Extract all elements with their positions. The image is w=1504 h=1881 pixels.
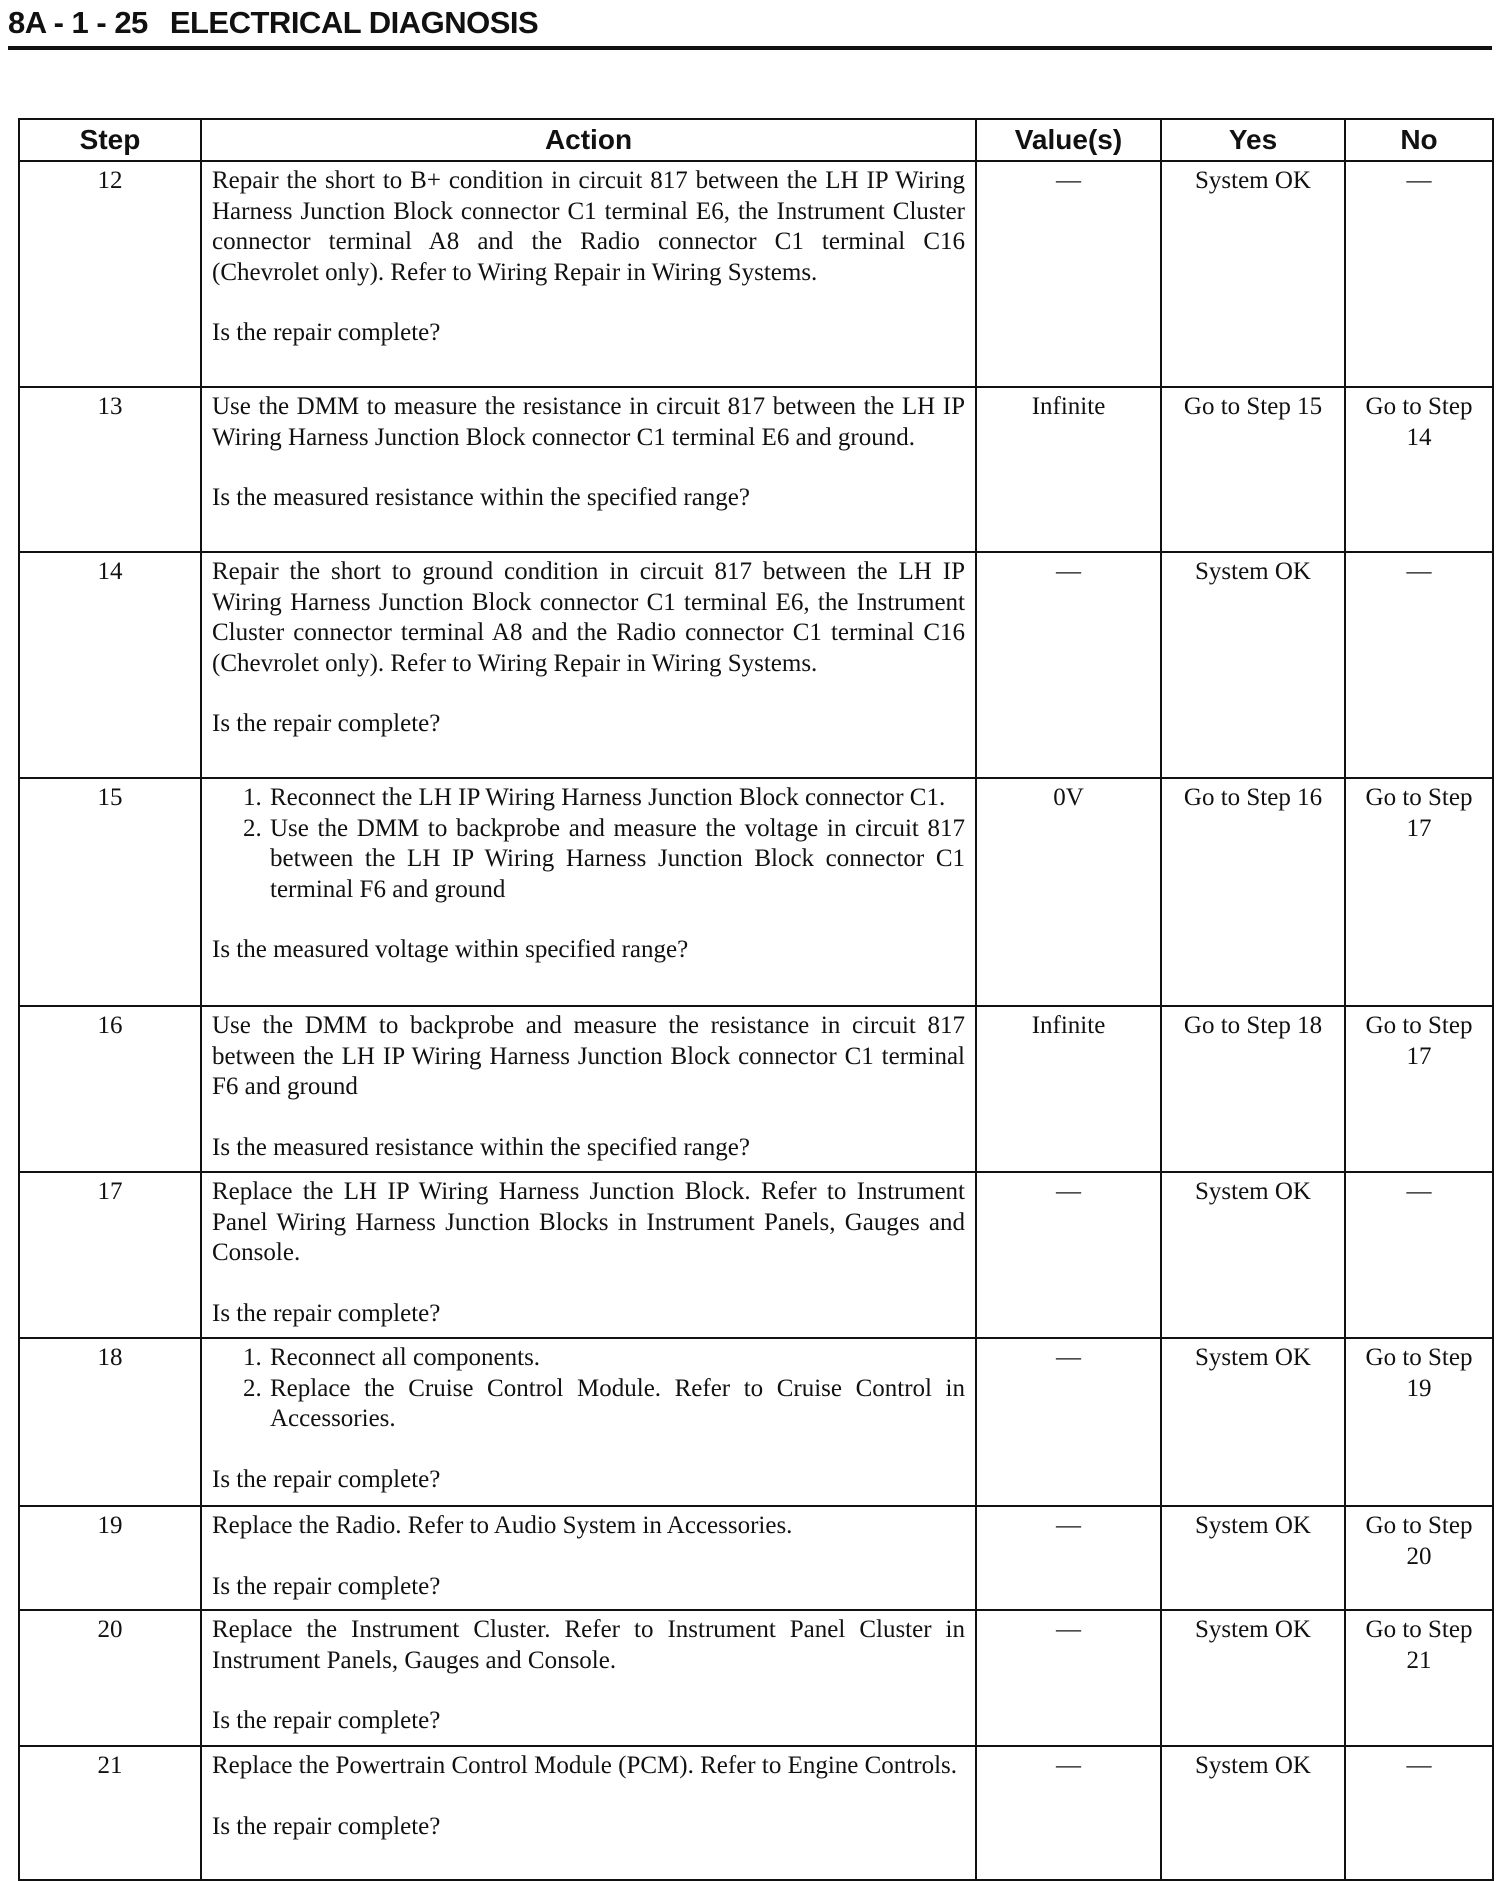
yes-cell: System OK: [1161, 1746, 1345, 1880]
no-cell: Go to Step 21: [1345, 1610, 1493, 1746]
column-header-yes: Yes: [1161, 119, 1345, 161]
action-cell: [201, 1338, 976, 1506]
action-question: Is the repair complete?: [212, 319, 441, 346]
step-number: 19: [19, 1506, 201, 1610]
action-question: Is the repair complete?: [212, 1812, 441, 1840]
no-cell: —: [1345, 552, 1493, 778]
action-text: Replace the LH IP Wiring Harness Junction Block. Refer to Instrument Panel Wiring Harness Junction Blocks in Instrument Panels, Gauges and Console.: [212, 1178, 965, 1266]
list-item: 2. Use the DMM to backprobe and measure the voltage in circuit 817 between the LH IP Wiring Harness Junction Block connector C1 terminal F6 and ground: [268, 814, 965, 906]
table-row: [19, 1006, 1493, 1172]
action-text: Use the DMM to measure the resistance in circuit 817 between the LH IP Wiring Harness Junction Block connector C1 terminal E6 and ground.: [212, 393, 965, 451]
step-number: 18: [19, 1338, 201, 1506]
table-row: [19, 552, 1493, 778]
value-cell: Infinite: [976, 1006, 1161, 1172]
value-cell: —: [976, 1172, 1161, 1338]
action-text: Replace the Powertrain Control Module (PCM). Refer to Engine Controls.: [212, 1752, 958, 1779]
yes-cell: Go to Step 16: [1161, 778, 1345, 1006]
action-text: Replace the Instrument Cluster. Refer to Instrument Panel Cluster in Instrument Panels, Gauges and Console.: [212, 1616, 965, 1674]
no-cell: —: [1345, 1172, 1493, 1338]
diagnosis-table: [18, 118, 1494, 1881]
yes-cell: Go to Step 18: [1161, 1006, 1345, 1172]
step-number: 12: [19, 161, 201, 387]
step-number: 17: [19, 1172, 201, 1338]
column-header-action: Action: [201, 119, 976, 161]
no-cell: Go to Step 17: [1345, 778, 1493, 1006]
column-header-no: No: [1345, 119, 1493, 161]
table-header-row: [19, 119, 1493, 161]
no-cell: Go to Step 17: [1345, 1006, 1493, 1172]
step-number: 13: [19, 387, 201, 552]
step-number: 15: [19, 778, 201, 1006]
action-question: Is the repair complete?: [212, 1707, 441, 1734]
action-cell: [201, 1006, 976, 1172]
action-cell: [201, 1746, 976, 1880]
column-header-values: Value(s): [976, 119, 1161, 161]
table-row: [19, 1746, 1493, 1880]
action-question: Is the repair complete?: [212, 1465, 441, 1493]
step-number: 14: [19, 552, 201, 778]
no-cell: —: [1345, 1746, 1493, 1880]
action-question: Is the measured resistance within the specified range?: [212, 484, 750, 511]
table-row: [19, 1338, 1493, 1506]
no-cell: Go to Step 20: [1345, 1506, 1493, 1610]
action-question: Is the repair complete?: [212, 710, 441, 737]
list-item: 2. Replace the Cruise Control Module. Refer to Cruise Control in Accessories.: [268, 1374, 965, 1435]
action-cell: [201, 1610, 976, 1746]
list-item: 1. Reconnect the LH IP Wiring Harness Junction Block connector C1.: [268, 783, 965, 814]
value-cell: 0V: [976, 778, 1161, 1006]
action-list: [212, 1343, 965, 1435]
yes-cell: System OK: [1161, 1610, 1345, 1746]
yes-cell: System OK: [1161, 1172, 1345, 1338]
action-question: Is the repair complete?: [212, 1299, 441, 1327]
no-cell: —: [1345, 161, 1493, 387]
action-text: Repair the short to B+ condition in circuit 817 between the LH IP Wiring Harness Junction Block connector C1 terminal E6, the Instrument Cluster connector terminal A8 and the Radio connector C1 terminal C16 (Chevrolet only). Refer to Wiring Repair in Wiring Systems.: [212, 167, 965, 286]
action-cell: [201, 161, 976, 387]
step-number: 20: [19, 1610, 201, 1746]
page-header: [8, 2, 1492, 50]
yes-cell: System OK: [1161, 1338, 1345, 1506]
action-text: Repair the short to ground condition in circuit 817 between the LH IP Wiring Harness Junction Block connector C1 terminal E6, the Instrument Cluster connector terminal A8 and the Radio connector C1 terminal C16 (Chevrolet only). Refer to Wiring Repair in Wiring Systems.: [212, 558, 965, 677]
table-row: [19, 1506, 1493, 1610]
value-cell: —: [976, 1746, 1161, 1880]
value-cell: —: [976, 161, 1161, 387]
table-row: [19, 387, 1493, 552]
action-list: [212, 783, 965, 905]
action-question: Is the repair complete?: [212, 1572, 441, 1600]
value-cell: —: [976, 1338, 1161, 1506]
yes-cell: System OK: [1161, 1506, 1345, 1610]
action-question: Is the measured resistance within the specified range?: [212, 1133, 750, 1161]
value-cell: —: [976, 1610, 1161, 1746]
action-text: Use the DMM to backprobe and measure the resistance in circuit 817 between the LH IP Wiring Harness Junction Block connector C1 terminal F6 and ground: [212, 1012, 965, 1100]
table-row: [19, 161, 1493, 387]
action-cell: [201, 1172, 976, 1338]
section-number: 8A - 1 - 25: [8, 5, 148, 40]
action-question: Is the measured voltage within specified range?: [212, 936, 689, 963]
action-cell: [201, 552, 976, 778]
no-cell: Go to Step 19: [1345, 1338, 1493, 1506]
value-cell: —: [976, 1506, 1161, 1610]
table-row: [19, 778, 1493, 1006]
table-row: [19, 1172, 1493, 1338]
yes-cell: Go to Step 15: [1161, 387, 1345, 552]
no-cell: Go to Step 14: [1345, 387, 1493, 552]
list-item: 1. Reconnect all components.: [268, 1343, 965, 1374]
action-text: Replace the Radio. Refer to Audio System in Accessories.: [212, 1512, 793, 1539]
column-header-step: Step: [19, 119, 201, 161]
section-title: ELECTRICAL DIAGNOSIS: [169, 5, 539, 40]
table-row: [19, 1610, 1493, 1746]
action-cell: [201, 387, 976, 552]
value-cell: Infinite: [976, 387, 1161, 552]
yes-cell: System OK: [1161, 552, 1345, 778]
step-number: 16: [19, 1006, 201, 1172]
value-cell: —: [976, 552, 1161, 778]
yes-cell: System OK: [1161, 161, 1345, 387]
action-cell: [201, 1506, 976, 1610]
step-number: 21: [19, 1746, 201, 1880]
action-cell: [201, 778, 976, 1006]
